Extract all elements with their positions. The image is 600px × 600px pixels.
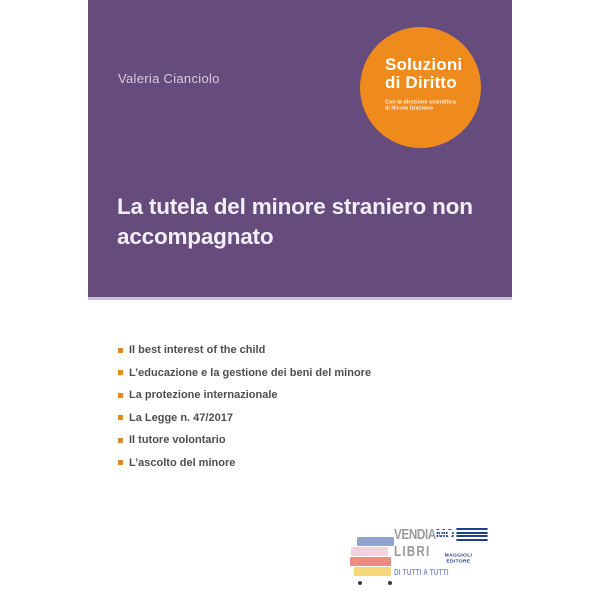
series-badge-circle: [360, 27, 481, 148]
book-bar-yellow: [354, 567, 391, 576]
maggioli-logo: [436, 527, 488, 542]
maggioli-wordmark-line2: EDITORE: [446, 557, 471, 564]
author-name: Valeria Cianciolo: [118, 71, 220, 86]
square-bullet-icon: [118, 460, 123, 465]
cover-header-band: [88, 0, 512, 300]
vendiamolibri-wordmark-line1: [394, 527, 487, 542]
square-bullet-icon: [118, 393, 123, 398]
cart-wheel-icon: [358, 581, 362, 585]
topic-label: L’educazione e la gestione dei beni del minore: [129, 366, 372, 379]
maggioli-wordmark-line1: MAGGIOLI: [444, 552, 473, 558]
maggioli-wordmark: [438, 553, 479, 564]
square-bullet-icon: [118, 348, 123, 353]
cart-wheel-icon: [388, 581, 392, 585]
series-direction-note-line2: di Nicola Graziano: [385, 105, 433, 112]
topic-item: [118, 434, 371, 446]
book-cover: [88, 0, 512, 600]
book-bar-pink: [351, 547, 388, 556]
vendiamolibri-wordmark-line2: LIBRI: [394, 543, 431, 560]
book-bar-salmon: [350, 557, 391, 566]
topic-item: [118, 389, 371, 401]
square-bullet-icon: [118, 438, 123, 443]
stripe-cut: [436, 537, 488, 539]
topic-label: La Legge n. 47/2017: [129, 411, 233, 424]
vendiamo-gray-part: VENDIA: [394, 526, 436, 543]
topic-item: [118, 457, 371, 469]
book-title: La tutela del minore straniero non accompagnato: [117, 194, 473, 249]
series-name-line1: Soluzioni: [385, 55, 463, 74]
series-direction-note-line1: Con la direzione scientifica: [385, 99, 456, 106]
series-name-line2: di Diritto: [385, 73, 457, 92]
topic-label: La protezione internazionale: [129, 389, 278, 401]
topic-label: L’ascolto del minore: [129, 456, 236, 469]
vendiamolibri-tagline: DI TUTTI A TUTTI: [394, 568, 449, 577]
square-bullet-icon: [118, 415, 123, 420]
stripe-cut: [436, 534, 488, 536]
stripe-cut: [436, 530, 488, 532]
topic-item: [118, 412, 371, 424]
topic-label: Il tutore volontario: [129, 434, 226, 446]
book-stack-icon: [350, 537, 396, 577]
square-bullet-icon: [118, 370, 123, 375]
book-bar-blue: [357, 537, 394, 546]
topics-list: [118, 344, 371, 479]
publisher-logos: [348, 526, 518, 592]
topic-item: [118, 344, 371, 356]
topic-item: [118, 367, 371, 379]
series-direction-note: [385, 99, 462, 111]
topic-label: Il best interest of the child: [129, 344, 266, 356]
